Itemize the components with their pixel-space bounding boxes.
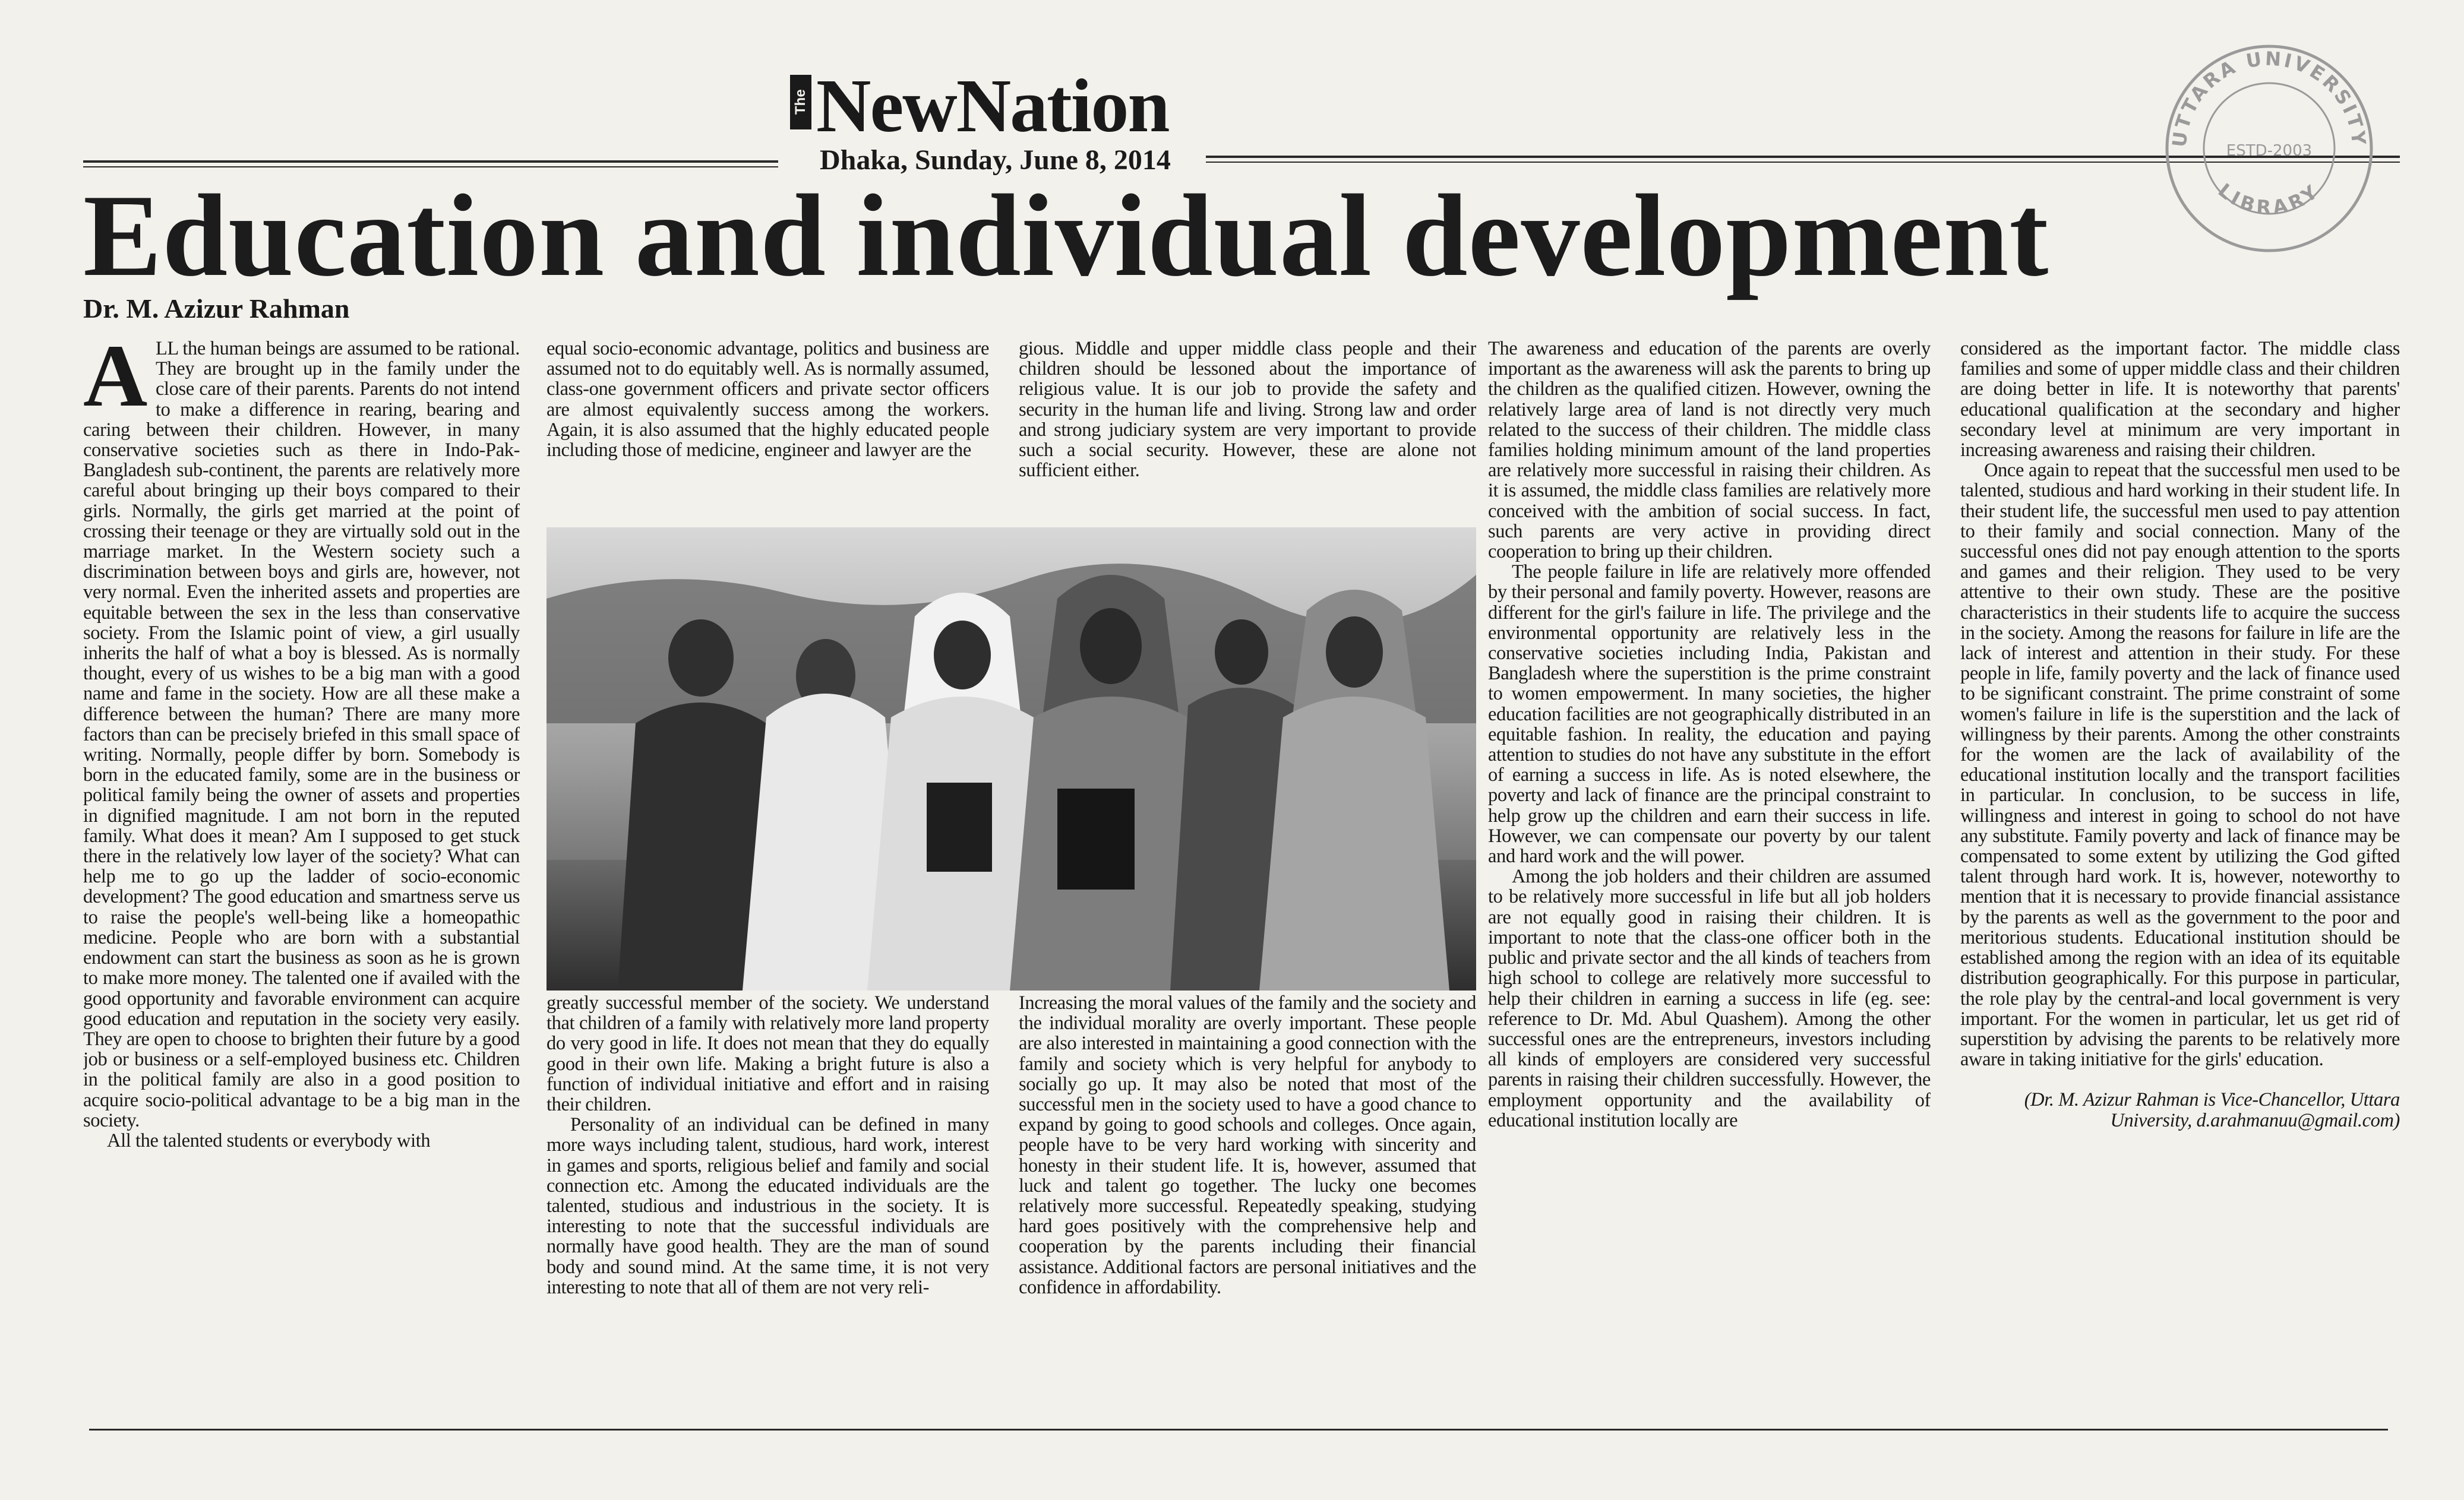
photo-women-group: [546, 527, 1476, 990]
svg-text:UTTARA UNIVERSITY: [2168, 47, 2370, 148]
column-2-top: [546, 338, 989, 517]
stamp-bottom-text: LIBRARY: [2213, 179, 2325, 219]
column-1: [83, 338, 520, 1407]
column-2-top-paragraph: equal socio-economic advantage, politics and business are assumed not to do equitably well. As is normally assumed, class-one government officers and private sector officers are almost equivalently success among the workers. Again, it is also assumed that the highly educated people including those of medicine, engineer and lawyer are the: [546, 338, 989, 461]
svg-text:LIBRARY: [2214, 179, 2324, 219]
column-1-paragraph: LL the human beings are assumed to be rational. They are brought up in the family under the close care of their parents. Parents do not intend to make a difference in rearing, bearing and caring between their children. However, in many conservative societies such as there in Indo-Pak-Bangladesh sub-continent, the parents are relatively more careful about bringing up their boys compared to their girls. Normally, the girls get married at the point of crossing their teenage or they are virtually sold out in the marriage market. In the Western society such a discrimination between boys and girls are, however, not very normal. Even the inherited assets and properties are equitable between the sex in the less than conservative society. From the Islamic point of view, a girl usually inherits the half of what a boy is blessed. As is normally thought, every of us wishes to be a big man with a good name and fame in the society. How are all these make a difference between the human? There are many more factors than can be precisely briefed in this small space of writing. Normally, people differ by born. Somebody is born in the educated family, some are in the business or political family being the owner of assets and properties in dignified magnitude. I am not born in the reputed family. What does it mean? Am I supposed to get stuck there in the relatively low layer of the society? What can help me to go up the ladder of socio-economic development? The good education and smartness serve us to raise the people's well-being like a homeopathic medicine. People who are born with a substantial endowment can start the business as soon as he is grown to make more money. The talented one if availed with the good opportunity and favorable environment can acquire good education and reputation in the society very easily. They are open to choose to brighten their future by a good job or business or a self-employed business etc. Children in the political family are also in a good position to acquire socio-political advantage to be a big man in the society.: [83, 338, 520, 1131]
column-5: [1960, 338, 2400, 1407]
column-4-paragraph: The awareness and education of the parents are overly important as the awareness will ask the parents to bring up the children as the qualified citizen. However, owning the relatively large area of land is not directly very much related to the success of their children. The middle class families holding minimum amount of the land properties are relatively more successful in raising their children. As it is assumed, the middle class families are relatively more conceived with the ambition of social success. In fact, such parents are very active in providing direct cooperation to bring up their children.: [1488, 338, 1931, 563]
column-1-paragraph: All the talented students or everybody with: [107, 1129, 431, 1151]
rule-footer: [89, 1429, 2388, 1431]
masthead-prefix: The: [790, 75, 811, 129]
headline: Education and individual development: [83, 170, 2049, 300]
rule-left-top: [83, 160, 778, 163]
column-2-bottom: [546, 993, 989, 1409]
stamp-center-text: ESTD-2003: [2226, 142, 2313, 160]
dateline: Dhaka, Sunday, June 8, 2014: [820, 144, 1171, 176]
column-5-paragraph: considered as the important factor. The middle class families and some of upper middle class and their children are doing better in life. It is noteworthy that parents' educational qualification at the secondary and higher secondary level at minimum are very important in increasing awareness and raising their children.: [1960, 338, 2400, 461]
column-4: [1488, 338, 1931, 1407]
masthead: [790, 64, 1200, 153]
column-3-top-paragraph: gious. Middle and upper middle class people and their children should be lessoned about the importance of religious value. It is our job to provide the safety and security in the human life and living. Strong law and order and strong judiciary system are very important to provide such a social security. However, these are alone not sufficient either.: [1019, 338, 1476, 482]
byline: Dr. M. Azizur Rahman: [83, 293, 350, 324]
column-2-bottom-paragraph: greatly successful member of the society. We understand that children of a family with relatively more land property do very good in life. It does not mean that they do equally good in their own life. Making a bright future is also a function of individual initiative and effort and in raising their children.: [546, 993, 989, 1116]
article-photo: [546, 527, 1476, 990]
column-5-paragraph: Once again to repeat that the successful men used to be talented, studious and hard working in their student life. In their student life, the successful men used to pay attention to their family and social connection. Many of the successful ones did not pay enough attention to the sports and games and their religion. They used to be very attentive to their own study. These are the positive characteristics in their students life to acquire the success in the society. Among the reasons for failure in life are the lack of interest and attention in their study. For these people in life, family poverty and the lack of finance used to be significant constraint. The prime constraint of some women's failure in life is the superstition and the lack of willingness by their parents. Among the other constraints for the women are the lack of availability of the educational institution locally and the transport facilities in particular. In conclusion, to be success in life, willingness and interest in going to school do not have any substitute. Family poverty and lack of finance may be compensated to some extent by utilizing the God gifted talent through hard work. It is, however, noteworthy to mention that it is necessary to provide financial assistance by the parents as well as the government to the poor and meritorious students. Educational institution should be established among the region with an idea of its equitable distribution geographically. For this purpose in particular, the role play by the central-and local government is very important. For the women in particular, let us get rid of superstition by advising the parents to be relatively more aware in taking initiative for the girls' education.: [1960, 460, 2400, 1071]
column-4-paragraph: The people failure in life are relatively more offended by their personal and family poverty. However, reasons are different for the girl's failure in life. The privilege and the environmental opportunity are relatively less in the conservative societies including India, Pakistan and Bangladesh where the superstition is the prime constraint to women empowerment. In many societies, the higher education facilities are not geographically distributed in an equitable fashion. In reality, the education and paying attention to studies do not have any substitute in the effort of earning a success in life. As is noted elsewhere, the poverty and lack of finance are the principal constraint to help grow up the children and earn their success in life. However, we can compensate our poverty by our talent and hard work and the will power.: [1488, 561, 1931, 868]
column-3-bottom-paragraph: Increasing the moral values of the family and the society and the individual morality are overly important. These people are also interested in maintaining a good connection with the family and society which is very helpful for anybody to socially go up. It may also be noted that most of the successful men in the society used to have a good chance to expand by going to good schools and colleges. Once again, people have to be very hard working with sincerity and honesty in their student life. It is, however, assumed that luck and talent go together. The lucky one becomes relatively more successful. Repeatedly speaking, studying hard goes positively with the comprehensive help and cooperation by the parents including their financial assistance. Additional factors are personal initiatives and the confidence in affordability.: [1019, 993, 1476, 1298]
author-signature: (Dr. M. Azizur Rahman is Vice-Chancellor, Uttara University, d.arahmanuu@gmail.com): [2024, 1089, 2400, 1131]
column-2-bottom-paragraph: Personality of an individual can be defined in many more ways including talent, studious, hard work, interest in games and sports, religious belief and family and social connection etc. Among the educated individuals are the talented, studious and industrious in the society. It is interesting to note that the successful individuals are normally have good health. They are the man of sound body and sound mind. At the same time, it is not very interesting to note that all of them are not very reli-: [546, 1114, 989, 1298]
column-3-top: [1019, 338, 1476, 517]
column-4-paragraph: Among the job holders and their children are assumed to be relatively more successful in life but all job holders are not equally good in raising their children. It is important to note that the class-one officer both in the public and private sector and the all kinds of teachers from high school to college are relatively more successful to help their children in earning a success in life (eg. see: reference to Dr. Md. Abul Quashem). Among the other successful ones are the entrepreneurs, investors including all kinds of employers are considered very successful parents in raising their children successfully. However, the employment opportunity and the availability of educational institution locally are: [1488, 866, 1931, 1131]
rule-left-bottom: [83, 166, 778, 167]
masthead-name: NewNation: [816, 64, 1169, 148]
drop-cap: A: [83, 338, 147, 425]
column-3-bottom: [1019, 993, 1476, 1409]
stamp-top-text: UTTARA UNIVERSITY: [2168, 47, 2371, 148]
